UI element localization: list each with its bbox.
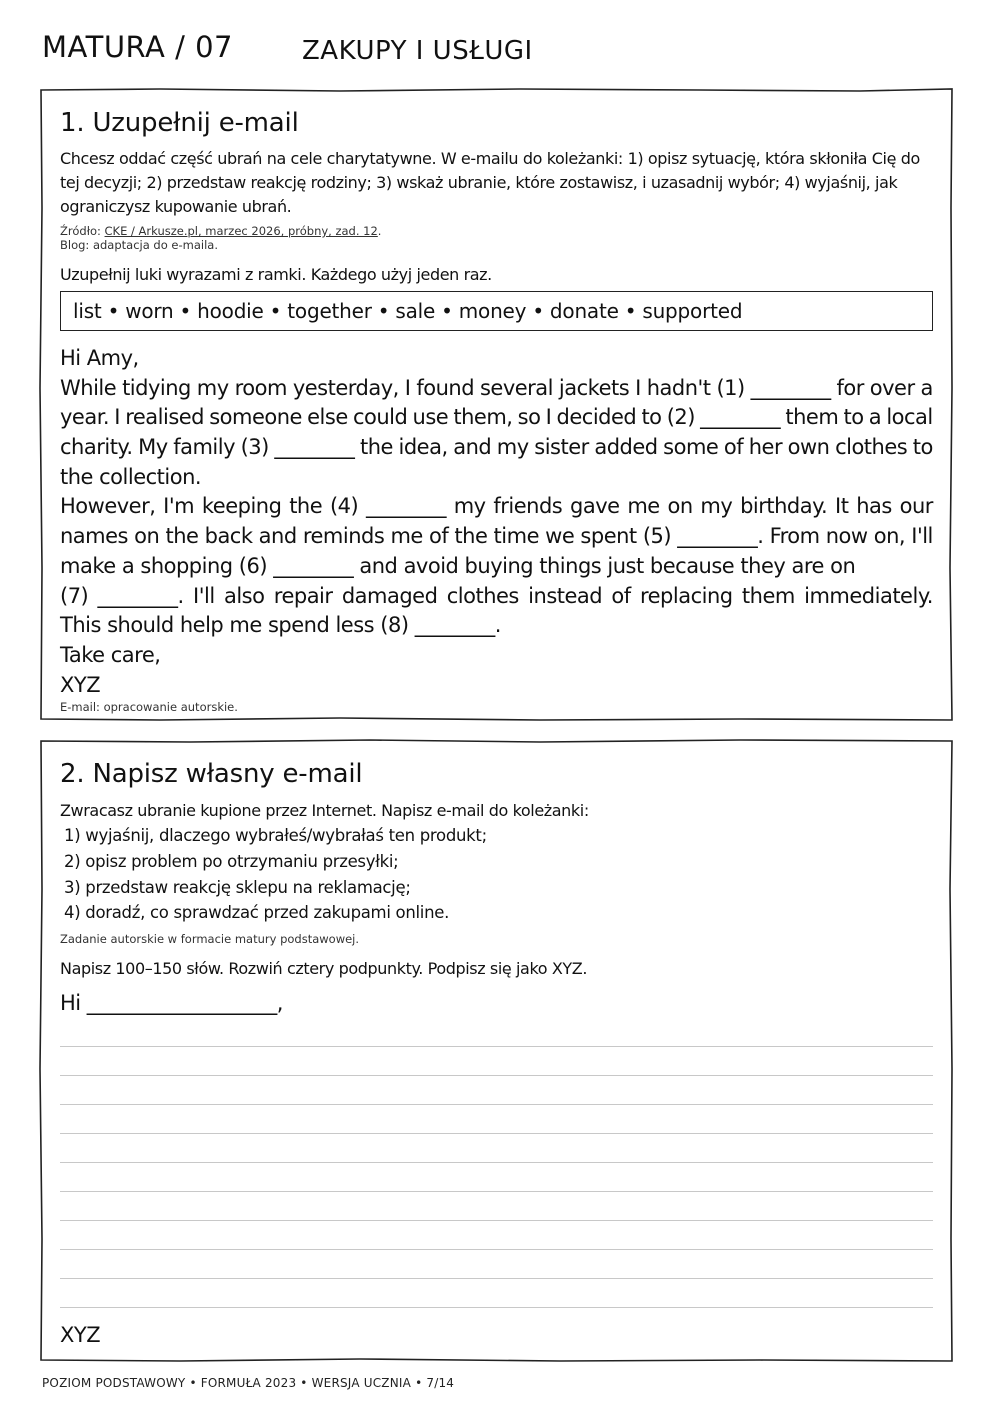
word-bank-item: money <box>458 299 527 323</box>
email-line: XYZ <box>60 672 101 697</box>
writing-line[interactable] <box>60 1307 933 1308</box>
source-link[interactable]: CKE / Arkusze.pl, marzec 2026, próbny, zad. 12 <box>104 224 378 238</box>
writing-line[interactable] <box>60 1220 933 1221</box>
source-prefix: Źródło: <box>60 224 105 238</box>
word-bank-item: donate <box>549 299 619 323</box>
email-line: This should help me spend less (8) ________. <box>60 613 501 638</box>
exercise-2-panel <box>40 739 953 1362</box>
exercise-1-task <box>60 147 933 219</box>
exercise-2-instruction: Napisz 100–150 słów. Rozwiń cztery podpunkty. Podpisz się jako XYZ. <box>60 959 588 978</box>
worksheet-topic: ZAKUPY I USŁUGI <box>302 36 533 66</box>
writing-line[interactable] <box>60 1104 933 1105</box>
worksheet-code: MATURA / 07 <box>42 30 233 64</box>
task-line: ograniczysz kupowanie ubrań. <box>60 197 292 216</box>
page-footer: POZIOM PODSTAWOWY • FORMUŁA 2023 • WERSJA UCZNIA • 7/14 <box>42 1376 455 1390</box>
writing-line[interactable] <box>60 1046 933 1047</box>
task-point-2: 2) opisz problem po otrzymaniu przesyłki; <box>64 852 399 871</box>
word-bank-item: supported <box>642 299 743 323</box>
email-line: Hi Amy, <box>60 346 139 370</box>
task-line: Chcesz oddać część ubrań na cele charytatywne. W e-mailu do koleżanki: 1) opisz sytuację, która skłoniła Cię do <box>60 149 920 168</box>
email-line: charity. My family (3) ________ the idea, and my sister added some of her own clothes to <box>60 435 933 460</box>
task-point-3: 3) przedstaw reakcję sklepu na reklamację; <box>64 878 411 897</box>
blog-note: Blog: adaptacja do e-maila. <box>60 238 218 252</box>
task-point-1: 1) wyjaśnij, dlaczego wybrałeś/wybrałaś ten produkt; <box>64 826 487 845</box>
email-line: the collection. <box>60 464 202 489</box>
word-bank <box>73 299 742 323</box>
writing-line[interactable] <box>60 1249 933 1250</box>
word-separator: • <box>269 299 282 323</box>
word-bank-item: sale <box>395 299 436 323</box>
email-line: Take care, <box>60 642 161 667</box>
writing-line[interactable] <box>60 1162 933 1163</box>
exercise-1-instruction: Uzupełnij luki wyrazami z ramki. Każdego użyj jeden raz. <box>60 265 492 284</box>
email-line: However, I'm keeping the (4) ________ my friends gave me on my birthday. It has our <box>60 494 933 519</box>
word-bank-item: list <box>73 299 102 323</box>
exercise-2-intro: Zwracasz ubranie kupione przez Internet. Napisz e-mail do koleżanki: <box>60 801 589 820</box>
signature: XYZ <box>60 1323 101 1347</box>
email-line: year. I realised someone else could use them, so I decided to (2) ________ them to a local <box>60 405 933 430</box>
word-separator: • <box>624 299 637 323</box>
word-bank-item: hoodie <box>197 299 264 323</box>
email-line: make a shopping (6) ________ and avoid buying things just because they are on <box>60 553 856 578</box>
writing-line[interactable] <box>60 1191 933 1192</box>
greeting-line[interactable]: Hi ___________________, <box>60 991 283 1015</box>
task-note: Zadanie autorskie w formacie matury podstawowej. <box>60 932 360 946</box>
exercise-2-title: 2. Napisz własny e-mail <box>60 759 363 789</box>
email-note: E-mail: opracowanie autorskie. <box>60 700 238 714</box>
email-line: (7) ________. I'll also repair damaged clothes instead of replacing them immediately. <box>60 583 933 608</box>
writing-line[interactable] <box>60 1278 933 1279</box>
task-line: tej decyzji; 2) przedstaw reakcję rodziny; 3) wskaż ubranie, które zostawisz, i uzasadnij wybór; 4) wyjaśnij, jak <box>60 173 898 192</box>
email-line: While tidying my room yesterday, I found several jackets I hadn't (1) ________ for over a <box>60 375 933 400</box>
exercise-1-title: 1. Uzupełnij e-mail <box>60 108 299 138</box>
word-separator: • <box>107 299 120 323</box>
email-line: names on the back and reminds me of the time we spent (5) ________. From now on, I'll <box>60 524 933 549</box>
word-separator: • <box>377 299 390 323</box>
email-gap-text <box>60 344 933 700</box>
word-bank-item: together <box>287 299 372 323</box>
task-point-4: 4) doradź, co sprawdzać przed zakupami online. <box>64 903 450 922</box>
source-suffix: . <box>377 224 382 238</box>
source-note <box>60 224 381 238</box>
word-separator: • <box>441 299 453 323</box>
word-bank-box <box>60 291 933 331</box>
writing-line[interactable] <box>60 1075 933 1076</box>
writing-line[interactable] <box>60 1133 933 1134</box>
word-separator: • <box>532 299 544 323</box>
word-separator: • <box>179 299 192 323</box>
exercise-1-panel <box>40 88 953 721</box>
word-bank-item: worn <box>125 299 174 323</box>
